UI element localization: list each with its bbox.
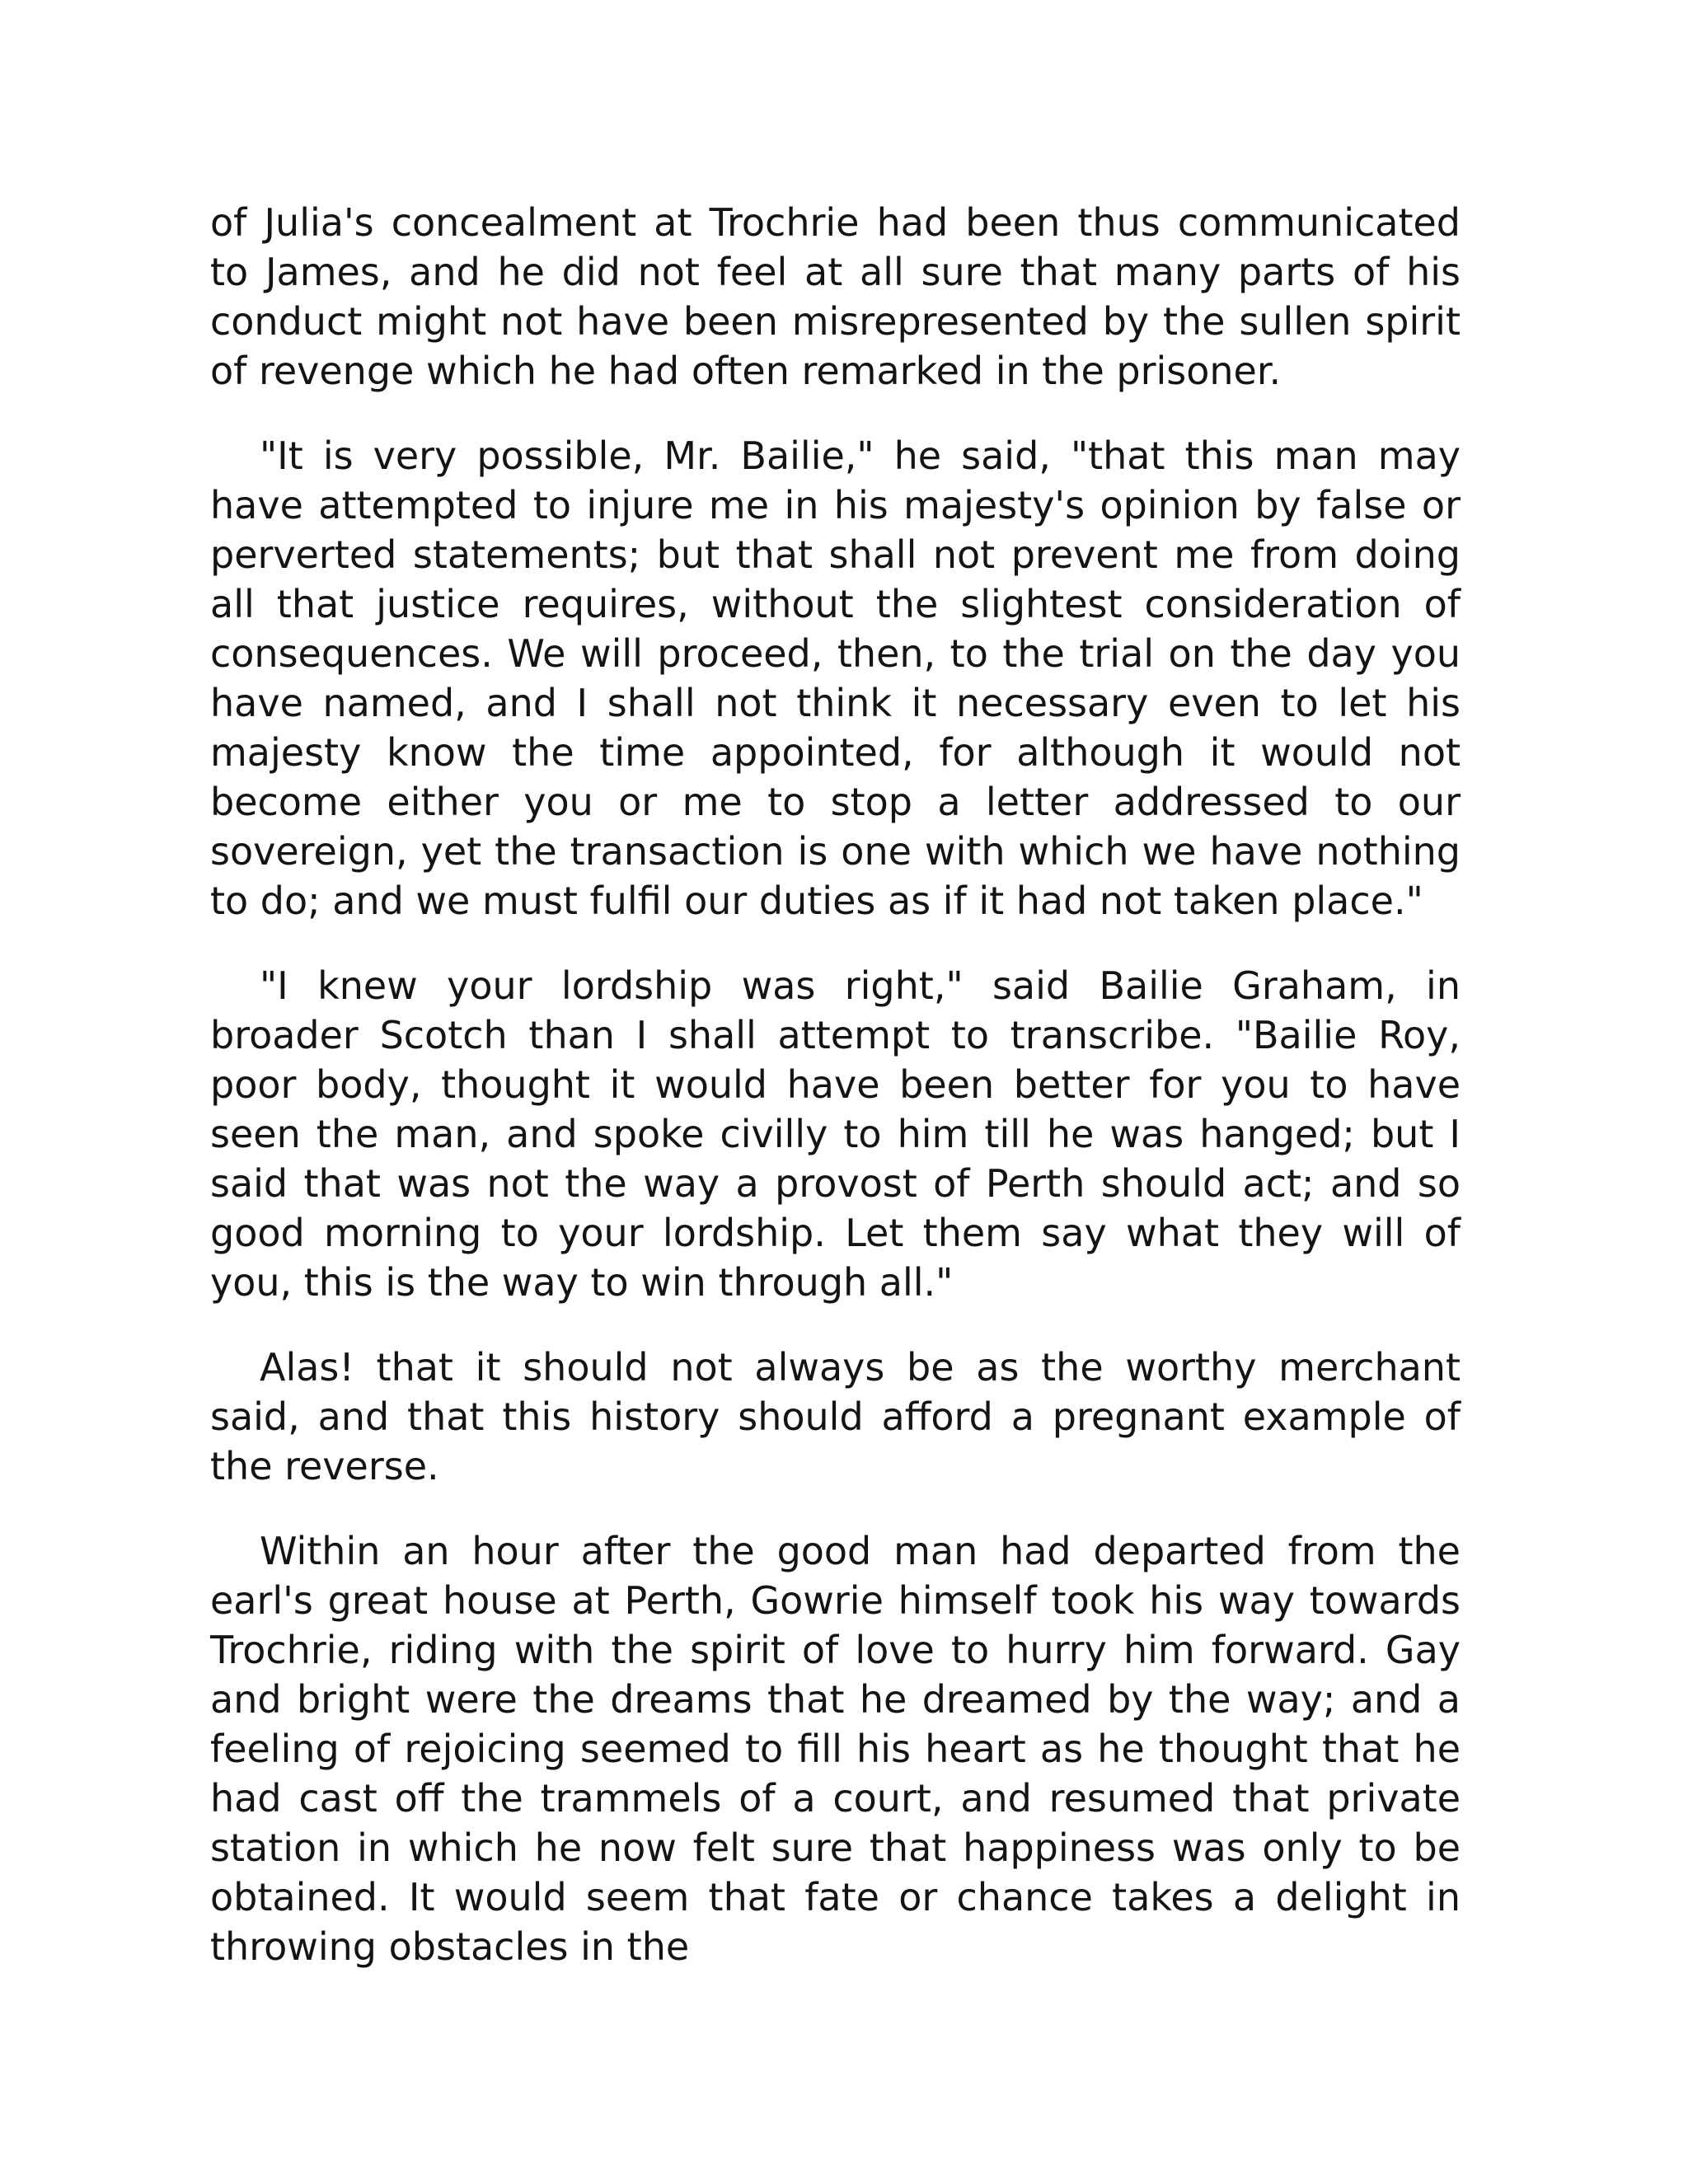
- paragraph-bailie-graham: "I knew your lordship was right," said Bailie Graham, in broader Scotch than I shall attempt to transcribe. "Bailie Roy, poor body, thought it would have been better for you to have seen the man, and spoke civilly to him till he was hanged; but I said that was not the way a provost of Perth should act; and so good morning to your lordship. Let them say what they will of you, this is the way to win through all.": [210, 963, 1461, 1305]
- paragraph-gowrie-reply: "It is very possible, Mr. Bailie," he said, "that this man may have attempted to injure me in his majesty's opinion by false or perverted statements; but that shall not prevent me from doing all that justice requires, without the slightest consideration of consequences. We will proceed, then, to the trial on the day you have named, and I shall not think it necessary even to let his majesty know the time appointed, for although it would not become either you or me to stop a letter addressed to our sovereign, yet the transaction is one with which we have nothing to do; and we must fulfil our duties as if it had not taken place.": [210, 434, 1461, 923]
- paragraph-within-an-hour: Within an hour after the good man had departed from the earl's great house at Perth, Gowrie himself took his way towards Trochrie, riding with the spirit of love to hurry him forward. Gay and bright were the dreams that he dreamed by the way; and a feeling of rejoicing seemed to fill his heart as he thought that he had cast off the trammels of a court, and resumed that private station in which he now felt sure that happiness was only to be obtained. It would seem that fate or chance takes a delight in throwing obstacles in the: [210, 1529, 1461, 1969]
- page-body: [210, 198, 1461, 2007]
- paragraph-continuation: of Julia's concealment at Trochrie had been thus communicated to James, and he did not feel at all sure that many parts of his conduct might not have been misrepresented by the sullen spirit of revenge which he had often remarked in the prisoner.: [210, 200, 1461, 393]
- paragraph-alas: Alas! that it should not always be as the worthy merchant said, and that this history should afford a pregnant example of the reverse.: [210, 1345, 1461, 1488]
